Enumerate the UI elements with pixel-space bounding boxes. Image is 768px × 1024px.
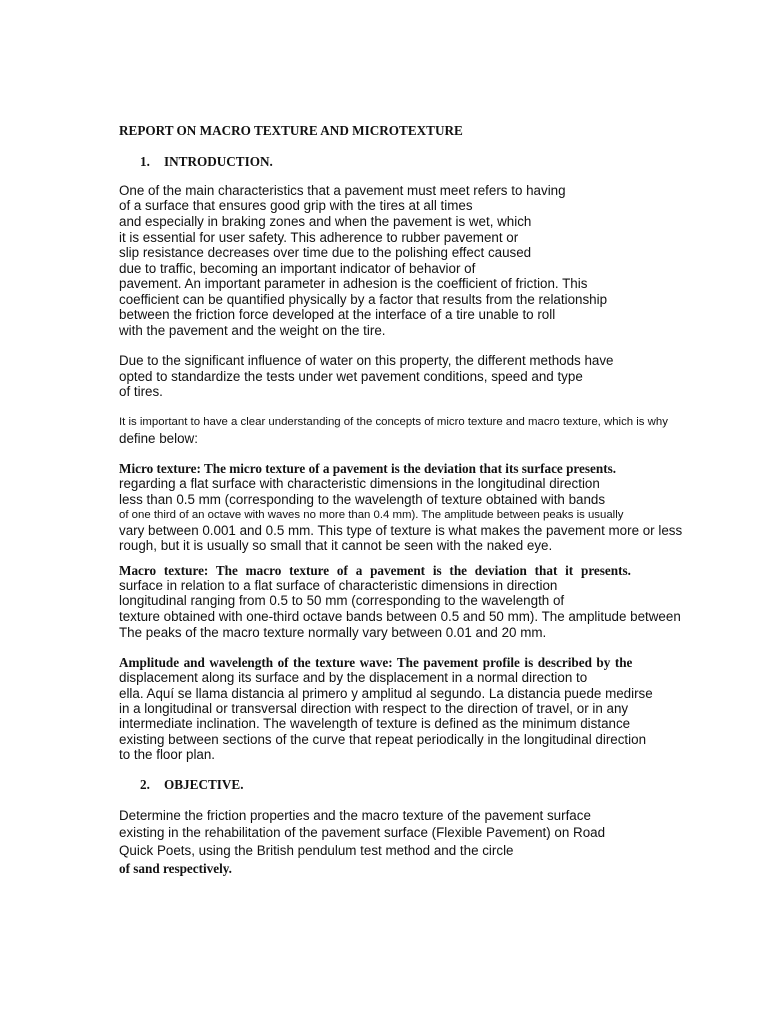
concepts-paragraph-line: define below: (119, 431, 198, 446)
intro-paragraph-line: due to traffic, becoming an important indicator of behavior of (119, 261, 476, 276)
micro-texture-lead: Micro texture: The micro texture of a pavement is the deviation that its surface presents. (119, 461, 617, 476)
section-2-number: 2. (140, 777, 150, 792)
macro-texture-line: longitudinal ranging from 0.5 to 50 mm (corresponding to the wavelength of (119, 593, 565, 608)
macro-texture-line: The peaks of the macro texture normally vary between 0.01 and 20 mm. (119, 625, 547, 640)
objective-last-line: of sand respectively. (119, 861, 232, 876)
water-paragraph-line: of tires. (119, 384, 163, 399)
intro-paragraph-line: One of the main characteristics that a pavement must meet refers to having (119, 183, 566, 198)
micro-texture-line: vary between 0.001 and 0.5 mm. This type of texture is what makes the pavement more or less (119, 523, 683, 538)
intro-paragraph-line: between the friction force developed at the interface of a tire unable to roll (119, 307, 556, 322)
water-paragraph-line: Due to the significant influence of water on this property, the different methods have (119, 353, 614, 368)
objective-line: Quick Poets, using the British pendulum test method and the circle (119, 843, 514, 858)
macro-texture-lead (119, 563, 709, 579)
amplitude-line: in a longitudinal or transversal direction with respect to the direction of travel, or in any (119, 701, 629, 716)
intro-paragraph-line: slip resistance decreases over time due to the polishing effect caused (119, 245, 532, 260)
amplitude-line: to the floor plan. (119, 747, 216, 762)
document-title: REPORT ON MACRO TEXTURE AND MICROTEXTURE (119, 123, 463, 138)
amplitude-line: existing between sections of the curve that repeat periodically in the longitudinal direction (119, 732, 647, 747)
intro-paragraph-line: pavement. An important parameter in adhesion is the coefficient of friction. This (119, 276, 588, 291)
intro-paragraph-line: with the pavement and the weight on the tire. (119, 323, 386, 338)
macro-texture-lead-text: Macro texture: The macro texture of a pavement is the deviation that it presents. (119, 563, 631, 578)
section-1-heading: INTRODUCTION. (164, 154, 273, 169)
water-paragraph-line: opted to standardize the tests under wet pavement conditions, speed and type (119, 369, 583, 384)
intro-paragraph-line: it is essential for user safety. This adherence to rubber pavement or (119, 230, 519, 245)
amplitude-line: intermediate inclination. The wavelength of texture is defined as the minimum distance (119, 716, 631, 731)
micro-texture-line: less than 0.5 mm (corresponding to the wavelength of texture obtained with bands (119, 492, 606, 507)
micro-texture-line: rough, but it is usually so small that it cannot be seen with the naked eye. (119, 538, 553, 553)
intro-paragraph-line: coefficient can be quantified physically by a factor that results from the relationship (119, 292, 608, 307)
amplitude-lead: Amplitude and wavelength of the texture wave: The pavement profile is described by the (119, 655, 633, 670)
intro-paragraph-line: of a surface that ensures good grip with the tires at all times (119, 198, 473, 213)
micro-texture-line: regarding a flat surface with characteristic dimensions in the longitudinal direction (119, 476, 600, 491)
objective-line: existing in the rehabilitation of the pavement surface (Flexible Pavement) on Road (119, 825, 606, 840)
macro-texture-line: surface in relation to a flat surface of characteristic dimensions in direction (119, 578, 558, 593)
micro-texture-line: of one third of an octave with waves no more than 0.4 mm). The amplitude between peaks is usually (119, 509, 624, 521)
intro-paragraph-line: and especially in braking zones and when the pavement is wet, which (119, 214, 532, 229)
amplitude-line: ella. Aquí se llama distancia al primero y amplitud al segundo. La distancia puede medirse (119, 686, 653, 701)
section-1-number: 1. (140, 154, 150, 169)
objective-line: Determine the friction properties and the macro texture of the pavement surface (119, 808, 591, 823)
section-2-heading: OBJECTIVE. (164, 777, 244, 792)
macro-texture-line: texture obtained with one-third octave bands between 0.5 and 50 mm). The amplitude between (119, 609, 681, 624)
concepts-paragraph-line: It is important to have a clear understanding of the concepts of micro texture and macro texture, which is why (119, 416, 668, 428)
amplitude-line: displacement along its surface and by the displacement in a normal direction to (119, 670, 588, 685)
